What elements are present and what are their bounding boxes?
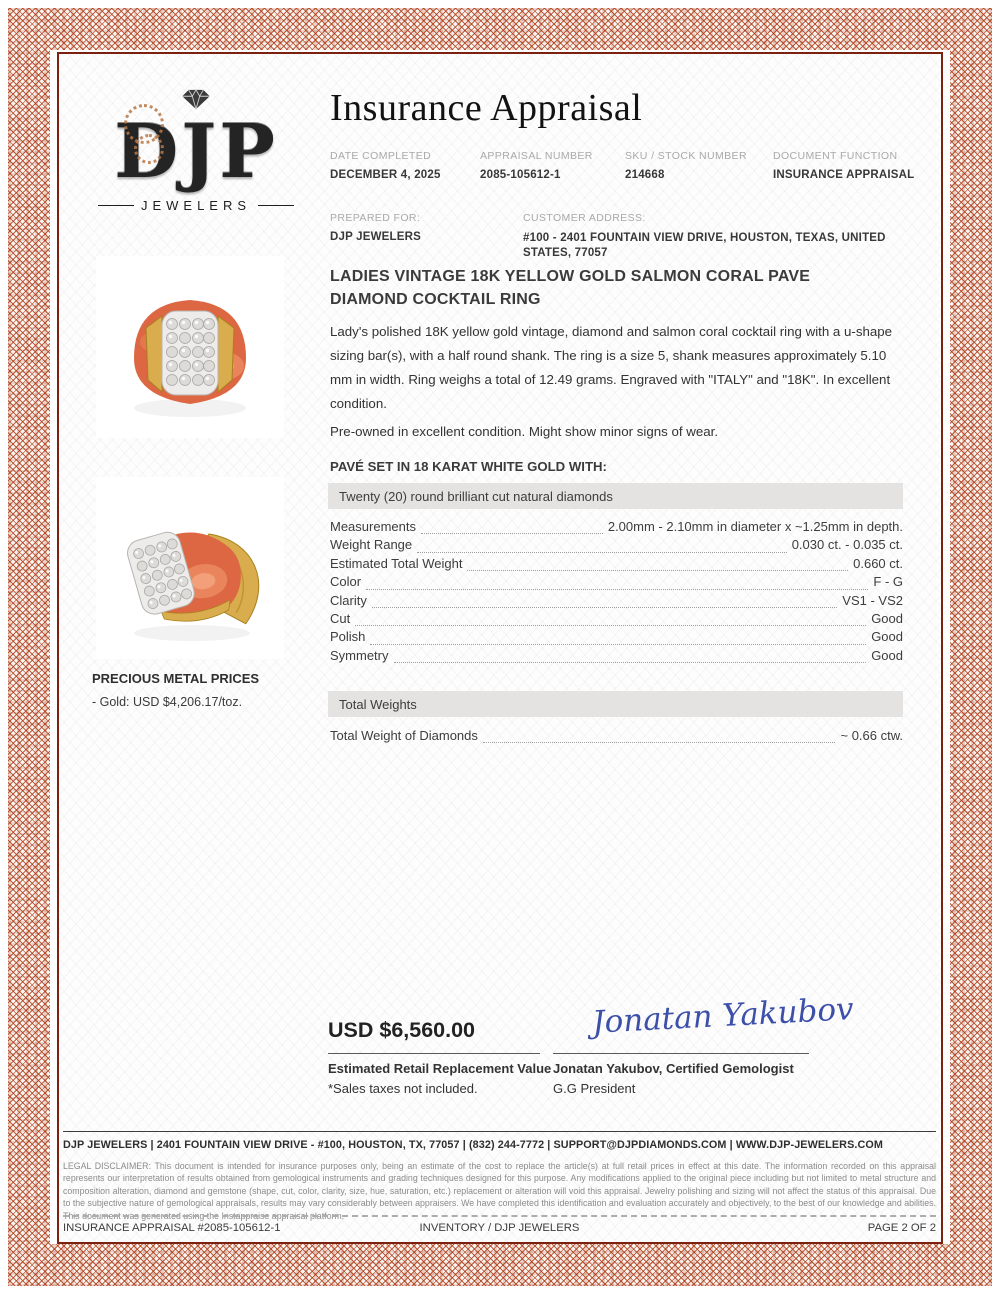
- meta-field-date-completed: [330, 150, 480, 181]
- diamond-subheader-text: Twenty (20) round brilliant cut natural diamonds: [339, 488, 613, 504]
- spec-label: Estimated Total Weight: [330, 555, 463, 571]
- spec-label: Polish: [330, 629, 366, 645]
- spec-row-clarity: [330, 593, 903, 611]
- spec-value: ~ 0.66 ctw.: [840, 728, 903, 743]
- ring-front-illustration: [96, 256, 284, 438]
- ring-side-illustration: [96, 477, 284, 659]
- footer-contact-line: DJP JEWELERS | 2401 FOUNTAIN VIEW DRIVE - #100, HOUSTON, TX, 77057 | (832) 244-7772 | SUPPORT@DJPDIAMONDS.COM | WWW.DJP-JEWELERS.COM: [63, 1139, 883, 1151]
- prepared-for-label: PREPARED FOR:: [330, 212, 421, 224]
- dotted-leader: [366, 589, 868, 590]
- total-weights-header-text: Total Weights: [339, 696, 417, 712]
- precious-metal-prices-header: PRECIOUS METAL PRICES: [92, 671, 260, 686]
- total-weights-header-bar: [328, 691, 903, 717]
- spec-value: 2.00mm - 2.10mm in diameter x ~1.25mm in depth.: [607, 519, 903, 534]
- logo-subtitle-text: JEWELERS: [140, 198, 252, 213]
- dotted-leader: [370, 644, 866, 645]
- replacement-value-label: Estimated Retail Replacement Value: [328, 1061, 552, 1076]
- item-title: LADIES VINTAGE 18K YELLOW GOLD SALMON CORAL PAVE DIAMOND COCKTAIL RING: [330, 268, 811, 308]
- gold-price-line: - Gold: USD $4,206.17/toz.: [92, 695, 243, 709]
- dotted-leader: [483, 742, 836, 743]
- diamond-spec-table: [330, 519, 903, 666]
- meta-value: DECEMBER 4, 2025: [330, 169, 441, 181]
- spec-row-polish: [330, 629, 903, 647]
- appraised-value-amount: USD $6,560.00: [328, 1018, 476, 1042]
- spec-value: VS1 - VS2: [842, 592, 903, 608]
- meta-field-document-function: [773, 150, 933, 181]
- legal-disclaimer: LEGAL DISCLAIMER: This document is intended for insurance purposes only, being an estimate of the cost to replace the article(s) at full retail prices in effect at this date. The information recorded on this appraisal represents our interpretation of results obtained from gemological instruments and grading techniques designed for this purpose. Any modifications applied to the original piece including but not limited to metal structure and composition alteration, diamond and gemstone (shape, cut, color, clarity, size, hue, saturation, etc.) replacement or alteration will void this appraisal. Jewelry polishing and sizing will not affect the status of this appraisal. Due to the subjective nature of gemological appraisals, results may vary considerably between appraisers. We have completed this identification and evaluation accurately and objectively, to the best of our knowledge and abilities. This document was generated using the Instappraise appraisal platform.: [63, 1161, 936, 1221]
- footer-page-number: PAGE 2 OF 2: [867, 1222, 936, 1234]
- sales-tax-note: *Sales taxes not included.: [328, 1081, 478, 1096]
- spec-value: 0.660 ct.: [853, 555, 903, 571]
- gear-icon: [134, 134, 164, 164]
- page-title: Insurance Appraisal: [330, 87, 643, 129]
- item-description: Lady's polished 18K yellow gold vintage, diamond and salmon coral cocktail ring with a u-shape sizing bar(s), with a half round shank. The ring is a size 5, shank measures approximately 5.10 mm in width. Ring weighs a total of 12.49 grams. Engraved with "ITALY" and "18K". In excellent condition.: [330, 324, 893, 411]
- dotted-leader: [421, 533, 603, 534]
- meta-value: 214668: [625, 169, 665, 181]
- diamond-subheader-bar: [328, 483, 903, 509]
- spec-label: Symmetry: [330, 647, 389, 663]
- footer-divider-line: [63, 1131, 936, 1132]
- spec-value: Good: [871, 629, 903, 645]
- item-condition-note: Pre-owned in excellent condition. Might show minor signs of wear.: [330, 424, 719, 439]
- spec-value: Good: [871, 647, 903, 663]
- meta-value: INSURANCE APPRAISAL: [773, 169, 915, 181]
- gemologist-signature: Jonatan Yakubov: [591, 991, 855, 1041]
- spec-row-weight-range: [330, 537, 903, 555]
- diamond-icon: [181, 88, 211, 110]
- footer-bottom-row: [63, 1222, 936, 1234]
- meta-value: 2085-105612-1: [480, 169, 561, 181]
- spec-label: Cut: [330, 610, 351, 626]
- footer-inventory-label: INVENTORY / DJP JEWELERS: [419, 1222, 580, 1234]
- spec-label: Color: [330, 574, 362, 590]
- total-weights-table: [330, 728, 903, 746]
- dotted-leader: [417, 552, 787, 553]
- footer-dashed-divider: [63, 1215, 936, 1217]
- spec-row-estimated-total-weight: [330, 556, 903, 574]
- dotted-leader: [355, 625, 866, 626]
- customer-address-value: #100 - 2401 FOUNTAIN VIEW DRIVE, HOUSTON, TEXAS, UNITED STATES, 77057: [523, 232, 886, 259]
- spec-label: Measurements: [330, 519, 416, 534]
- ring-photo-side-view: [96, 477, 284, 659]
- value-underline: [328, 1053, 540, 1054]
- dotted-leader: [467, 570, 848, 571]
- meta-fields-row: [330, 150, 933, 181]
- spec-value: 0.030 ct. - 0.035 ct.: [791, 537, 903, 553]
- ring-photo-front-view: [96, 256, 284, 438]
- meta-field-appraisal-number: [480, 150, 625, 181]
- dotted-leader: [394, 662, 867, 663]
- customer-address-block: [523, 212, 913, 261]
- prepared-for-block: [330, 212, 515, 243]
- spec-label: Clarity: [330, 592, 367, 608]
- spec-label: Total Weight of Diamonds: [330, 728, 478, 743]
- spec-row-measurements: [330, 519, 903, 537]
- spec-label: Weight Range: [330, 537, 413, 553]
- spec-value: Good: [871, 610, 903, 626]
- signer-title: G.G President: [553, 1081, 636, 1096]
- meta-label: SKU / STOCK NUMBER: [625, 150, 747, 162]
- spec-value: F - G: [873, 574, 903, 590]
- meta-label: APPRAISAL NUMBER: [480, 150, 593, 162]
- logo-subtitle: [98, 198, 294, 213]
- meta-label: DOCUMENT FUNCTION: [773, 150, 898, 162]
- meta-label: DATE COMPLETED: [330, 150, 432, 162]
- footer-appraisal-number: INSURANCE APPRAISAL #2085-105612-1: [63, 1222, 281, 1234]
- pave-section-header: PAVÉ SET IN 18 KARAT WHITE GOLD WITH:: [330, 459, 607, 474]
- signer-name: Jonatan Yakubov, Certified Gemologist: [553, 1061, 794, 1076]
- dotted-leader: [372, 607, 837, 608]
- spec-row-color: [330, 574, 903, 592]
- total-row-diamonds: [330, 728, 903, 746]
- djp-jewelers-logo: [98, 88, 294, 213]
- meta-field-sku: [625, 150, 773, 181]
- customer-address-label: CUSTOMER ADDRESS:: [523, 212, 646, 224]
- prepared-for-value: DJP JEWELERS: [330, 231, 422, 243]
- spec-row-cut: [330, 611, 903, 629]
- logo-letters: DJP: [114, 109, 278, 195]
- spec-row-symmetry: [330, 648, 903, 666]
- signature-underline: [553, 1053, 809, 1054]
